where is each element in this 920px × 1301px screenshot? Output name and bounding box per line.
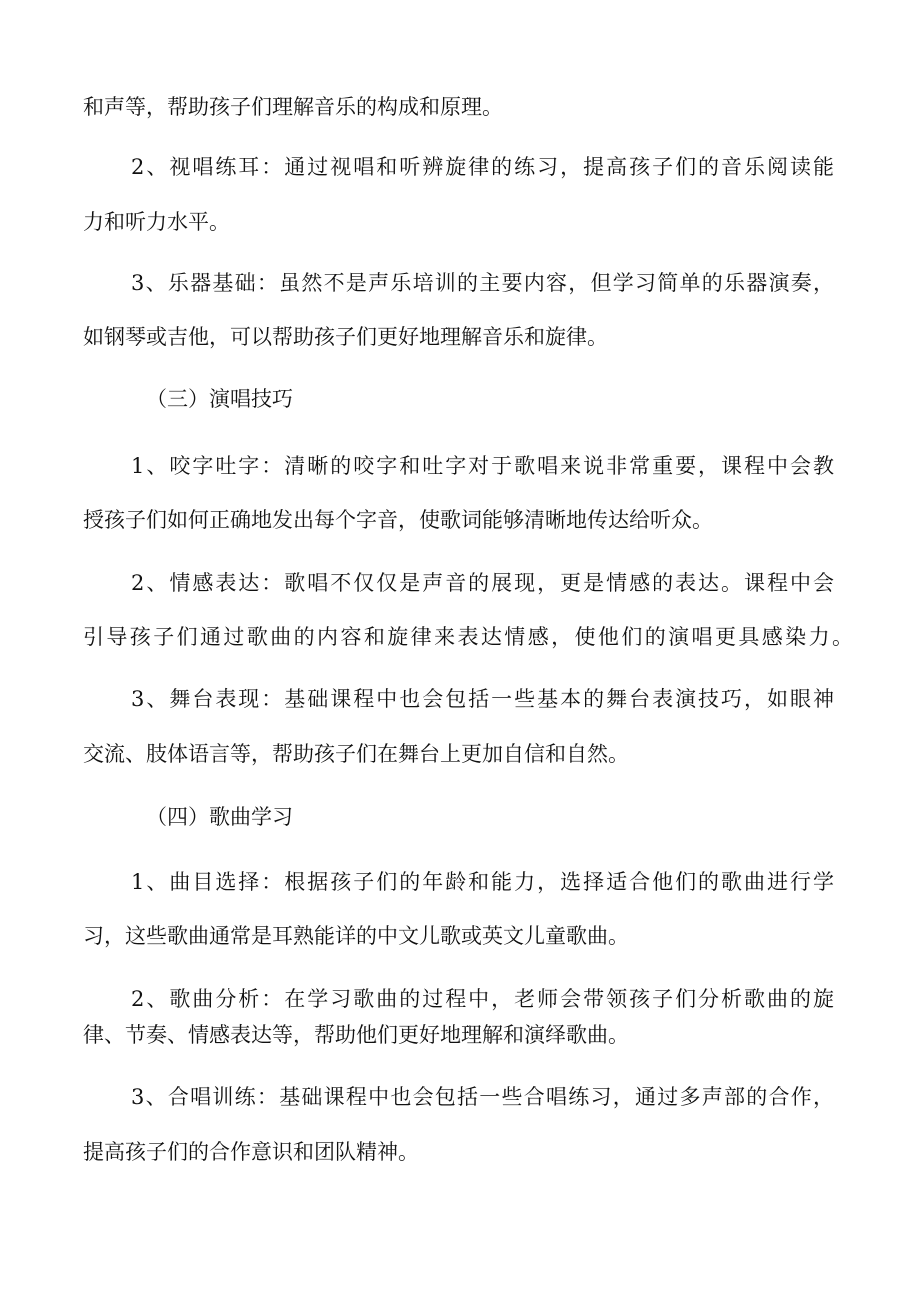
- paragraph-line: 习，这些歌曲通常是耳熟能详的中文儿歌或英文儿童歌曲。: [83, 924, 629, 948]
- paragraph-line: 力和听力水平。: [83, 210, 230, 234]
- paragraph-line: 交流、肢体语言等，帮助孩子们在舞台上更加自信和自然。: [83, 742, 629, 766]
- paragraph-line: 3、合唱训练：基础课程中也会包括一些合唱练习，通过多声部的合作，: [131, 1085, 834, 1109]
- paragraph-line: 和声等，帮助孩子们理解音乐的构成和原理。: [83, 95, 503, 119]
- paragraph-line: 授孩子们如何正确地发出每个字音，使歌词能够清晰地传达给听众。: [83, 508, 713, 532]
- paragraph-line: 1、曲目选择：根据孩子们的年龄和能力，选择适合他们的歌曲进行学: [131, 870, 834, 894]
- section-heading: （四）歌曲学习: [146, 805, 293, 829]
- paragraph-line: 引导孩子们通过歌曲的内容和旋律来表达情感，使他们的演唱更具感染力。: [83, 625, 853, 649]
- paragraph-line: 3、乐器基础：虽然不是声乐培训的主要内容，但学习简单的乐器演奏，: [131, 271, 834, 295]
- paragraph-line: 1、咬字吐字：清晰的咬字和吐字对于歌唱来说非常重要，课程中会教: [131, 454, 834, 478]
- paragraph-line: 2、情感表达：歌唱不仅仅是声音的展现，更是情感的表达。课程中会: [131, 571, 834, 595]
- paragraph-line: 律、节奏、情感表达等，帮助他们更好地理解和演绎歌曲。: [83, 1023, 629, 1047]
- paragraph-line: 3、舞台表现：基础课程中也会包括一些基本的舞台表演技巧，如眼神: [131, 687, 834, 711]
- paragraph-line: 提高孩子们的合作意识和团队精神。: [83, 1140, 419, 1164]
- paragraph-line: 2、歌曲分析：在学习歌曲的过程中，老师会带领孩子们分析歌曲的旋: [131, 987, 834, 1011]
- section-heading: （三）演唱技巧: [146, 387, 293, 411]
- paragraph-line: 2、视唱练耳：通过视唱和听辨旋律的练习，提高孩子们的音乐阅读能: [131, 155, 834, 179]
- paragraph-line: 如钢琴或吉他，可以帮助孩子们更好地理解音乐和旋律。: [83, 325, 608, 349]
